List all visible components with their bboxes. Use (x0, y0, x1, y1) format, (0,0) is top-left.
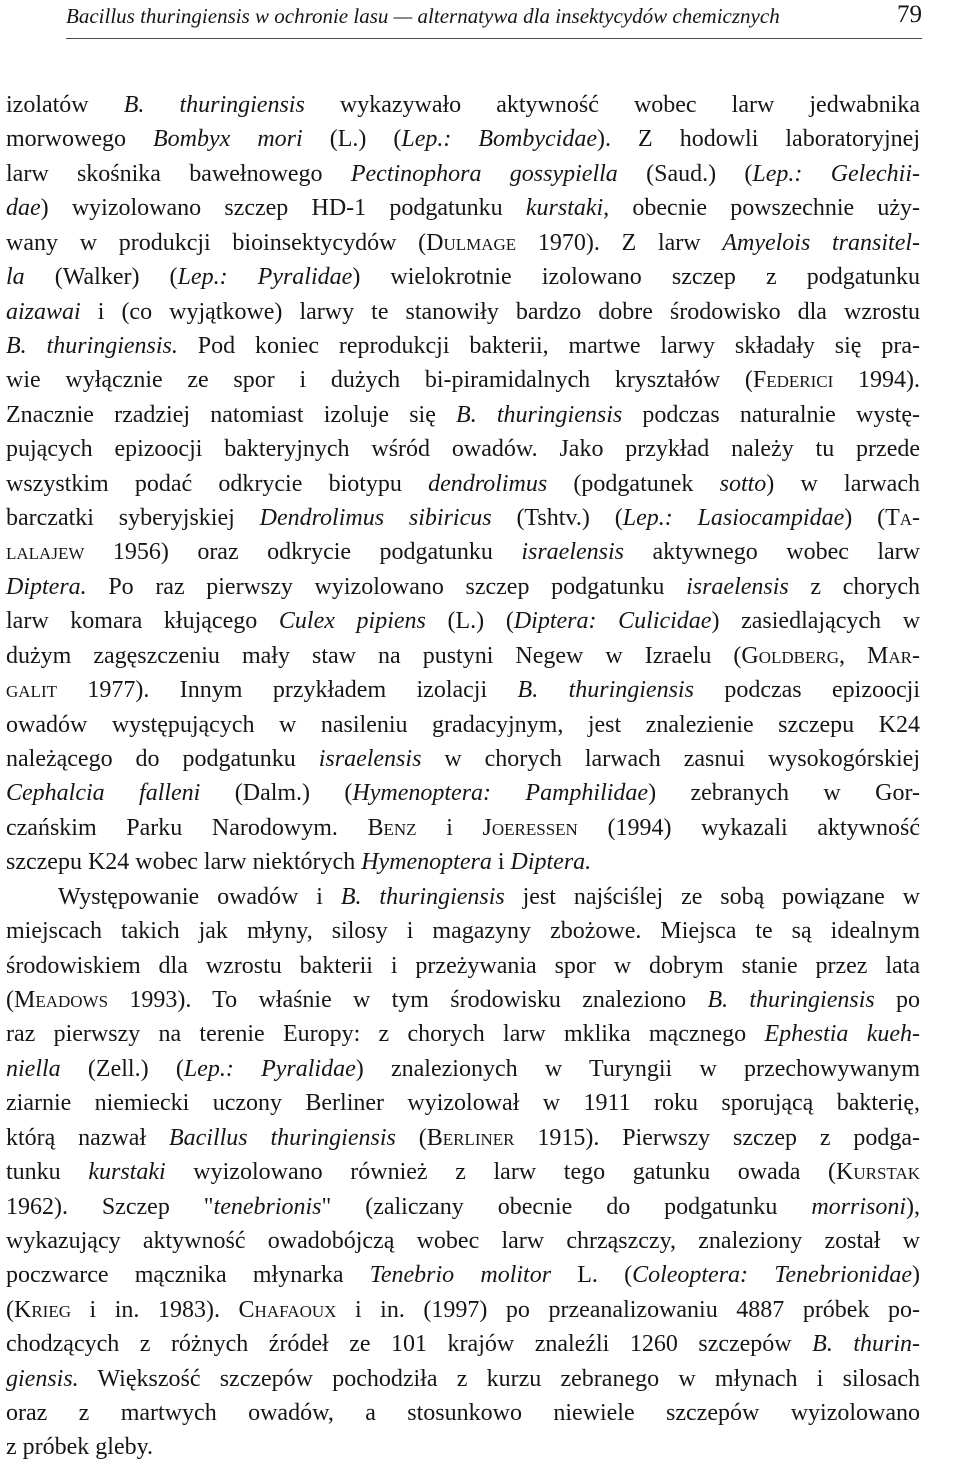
author-citation: Joeressen (482, 814, 578, 841)
text-run: Znacznie rzadziej natomiast izoluje się (6, 401, 457, 428)
text-line (6, 1362, 920, 1396)
text-line (6, 467, 920, 501)
text-run: należącego do podgatunku (6, 746, 319, 773)
text-run: chodzących z różnych źródeł ze 101 krajów znaleźli 1260 szczepów (6, 1331, 813, 1358)
text-run: (Saud.) ( (617, 160, 753, 187)
text-line (6, 639, 920, 673)
author-citation: Goldberg, Mar- (741, 642, 920, 669)
text-run: barczatki syberyjskiej (6, 505, 260, 532)
text-run: owadów występujących w nasileniu gradacyjnym, jest znalezienie szczepu K24 (6, 711, 920, 738)
text-line (6, 191, 920, 225)
text-run: (Zell.) ( (60, 1055, 184, 1082)
text-line (6, 1430, 920, 1464)
italic-term: Pectinophora gossypiella (350, 160, 618, 187)
text-run: poczwarce mącznika młynarka (6, 1262, 370, 1289)
text-run: Po raz pierwszy wyizolowano szczep podgatunku (86, 573, 687, 600)
text-line (6, 1327, 920, 1361)
italic-term: israelensis (521, 539, 624, 566)
text-run: 1970). Z larw (516, 229, 723, 256)
italic-term: Hymenoptera (361, 849, 492, 876)
text-run: raz pierwszy na terenie Europy: z chorych larw mklika mącznego (6, 1021, 765, 1048)
text-run: larw komara kłującego (6, 608, 279, 635)
author-citation: Krieg (14, 1296, 71, 1323)
italic-term: Hymenoptera: Pamphilidae (352, 780, 649, 807)
italic-term: Diptera: Culicidae (513, 608, 712, 635)
text-run: i (416, 814, 483, 841)
italic-term: la (6, 264, 25, 291)
text-line (6, 983, 920, 1017)
italic-term: Lep.: Lasiocampidae (622, 505, 845, 532)
text-run: 1962). Szczep " (6, 1193, 214, 1220)
text-run: podczas epizoocji (693, 677, 920, 704)
text-line (6, 260, 920, 294)
author-citation: Benz (367, 814, 417, 841)
text-run: 1956) oraz odkrycie podgatunku (84, 539, 522, 566)
italic-term: Diptera. (6, 573, 87, 600)
text-line (6, 1121, 920, 1155)
text-run: larw skośnika bawełnowego (6, 160, 351, 187)
text-run: (podgatunek (547, 470, 720, 497)
italic-term: Lep.: Bombycidae (401, 126, 597, 153)
text-run: oraz z martwych owadów, a stosunkowo niewiele szczepów wyizolowano (6, 1400, 920, 1427)
italic-term: tenebrionis (213, 1193, 322, 1220)
text-line (6, 845, 920, 879)
italic-term: B. thurin- (812, 1331, 920, 1358)
italic-term: B. thuringiensis (707, 986, 875, 1013)
text-run: (Dalm.) ( (200, 780, 353, 807)
italic-term: morrisoni (811, 1193, 906, 1220)
text-line (6, 1052, 920, 1086)
text-line (6, 1396, 920, 1430)
text-run: ) wyizolowano szczep HD-1 podgatunku (40, 195, 526, 222)
text-run: 1994). (833, 367, 920, 394)
text-run: Pod koniec reprodukcji bakterii, martwe larwy składały się pra- (177, 332, 920, 359)
text-run: Większość szczepów pochodziła z kurzu zebranego w młynach i silosach (78, 1365, 920, 1392)
text-line (6, 811, 920, 845)
author-citation: Dulmage (426, 229, 517, 256)
text-run: wany w produkcji bioinsektycydów ( (6, 229, 427, 256)
page-number: 79 (897, 1, 922, 28)
text-run: (1994) wykazali aktywność (577, 814, 920, 841)
italic-term: kurstaki, (525, 195, 610, 222)
text-line (6, 432, 920, 466)
italic-term: israelensis (318, 746, 422, 773)
text-run: ) (912, 1262, 921, 1289)
text-line (6, 570, 920, 604)
italic-term: Ephestia kueh- (764, 1021, 920, 1048)
text-run: " (zaliczany obecnie do podgatunku (321, 1193, 812, 1220)
text-line (6, 157, 920, 191)
text-line (6, 398, 920, 432)
text-run: środowiskiem dla wzrostu bakterii i przeżywania spor w dobrym stanie przez lata (6, 952, 920, 979)
text-run: wie wyłącznie ze spor i dużych bi-piramidalnych kryształów ( (6, 367, 753, 394)
text-run: podczas naturalnie wystę- (622, 401, 920, 428)
text-run: (Tshtv.) ( (491, 505, 623, 532)
italic-term: israelensis (686, 573, 789, 600)
italic-term: Lep.: Pyralidae (177, 264, 353, 291)
text-line (6, 363, 920, 397)
text-line (6, 604, 920, 638)
italic-term: Bacillus thuringiensis (168, 1124, 396, 1151)
italic-term: Coleoptera: Tenebrionidae (632, 1262, 913, 1289)
text-run: miejscach takich jak młyny, silosy i magazyny zbożowe. Miejsca te są idealnym (6, 918, 920, 945)
text-run: ), (906, 1193, 920, 1220)
text-run: ) wielokrotnie izolowano szczep z podgatunku (352, 264, 921, 291)
text-run: i in. 1983). (71, 1296, 239, 1323)
italic-term: dae (6, 195, 41, 222)
text-run: obecnie powszechnie uży- (609, 195, 920, 222)
text-run: z chorych (788, 573, 920, 600)
italic-term: Lep.: Pyralidae (183, 1055, 356, 1082)
text-run: 1977). Innym przykładem izolacji (56, 677, 518, 704)
text-run: i (491, 849, 511, 876)
text-line (6, 1224, 920, 1258)
italic-term: Tenebrio molitor (369, 1262, 552, 1289)
text-run: szczepu K24 wobec larw niektórych (6, 849, 362, 876)
text-run: ( (6, 986, 14, 1013)
text-run: ziarnie niemiecki uczony Berliner wyizolował w 1911 roku sporującą bakterię, (6, 1090, 920, 1117)
text-run: wykazujący aktywność owadobójczą wobec larw chrząszczy, znaleziony został w (6, 1227, 920, 1254)
text-run: po (874, 986, 921, 1013)
text-run: z próbek gleby. (6, 1434, 154, 1461)
text-line (6, 914, 920, 948)
text-run: i in. (1997) po przeanalizowaniu 4887 próbek po- (336, 1296, 921, 1323)
text-run: Występowanie owadów i (58, 883, 341, 910)
text-run: 1915). Pierwszy szczep z podga- (514, 1124, 920, 1151)
text-run: (L.) ( (302, 126, 402, 153)
text-line (6, 949, 920, 983)
author-citation: Berliner (426, 1124, 515, 1151)
text-line (6, 1017, 920, 1051)
author-citation: Chafaoux (238, 1296, 337, 1323)
italic-term: Amyelois transitel- (722, 229, 921, 256)
text-run: w chorych larwach zasnui wysokogórskiej (421, 746, 920, 773)
text-run: jest najściślej ze sobą powiązane w (504, 883, 920, 910)
italic-term: Culex pipiens (278, 608, 426, 635)
text-run: wyizolowano również z larw tego gatunku owada ( (165, 1159, 837, 1186)
text-line (6, 708, 920, 742)
italic-term: giensis. (6, 1365, 79, 1392)
text-run: dużym zagęszczeniu mały staw na pustyni Negew w Izraelu ( (6, 642, 742, 669)
italic-term: Dendrolimus sibiricus (259, 505, 492, 532)
text-run: morwowego (6, 126, 153, 153)
text-run: 1993). To właśnie w tym środowisku znaleziono (108, 986, 708, 1013)
text-line (6, 122, 920, 156)
italic-term: B. thuringiensis (456, 401, 623, 428)
running-title: Bacillus thuringiensis w ochronie lasu — alternatywa dla insektycydów chemicznych (66, 4, 780, 28)
text-line (6, 1155, 920, 1189)
italic-term: niella (6, 1055, 61, 1082)
text-run: izolatów (6, 92, 124, 118)
text-line (6, 1258, 920, 1292)
text-line (6, 295, 920, 329)
text-run: czańskim Parku Narodowym. (6, 814, 368, 841)
text-run: ( (6, 1296, 14, 1323)
italic-term: Cephalcia falleni (6, 780, 201, 807)
text-run: ) w larwach (766, 470, 920, 497)
text-line (6, 880, 920, 914)
text-run: ) znalezionych w Turyngii w przechowywanym (355, 1055, 920, 1082)
italic-term: Bombyx mori (153, 126, 303, 153)
italic-term: dendrolimus (428, 470, 548, 497)
italic-term: kurstaki (88, 1159, 166, 1186)
text-line (6, 535, 920, 569)
text-run: L. ( (551, 1262, 633, 1289)
text-run: wszystkim podać odkrycie biotypu (6, 470, 429, 497)
text-line (6, 1086, 920, 1120)
text-run: tunku (6, 1159, 89, 1186)
author-citation: Kurstak (836, 1159, 921, 1186)
text-line (6, 742, 920, 776)
text-run: ) zasiedlających w (711, 608, 921, 635)
text-run: ) ( (844, 505, 886, 532)
text-run: ) zebranych w Gor- (648, 780, 920, 807)
text-run: aktywnego wobec larw (623, 539, 920, 566)
text-run: wykazywało aktywność wobec larw jedwabnika (304, 92, 920, 118)
header-rule (66, 38, 922, 39)
italic-term: sotto (719, 470, 767, 497)
italic-term: B. thuringiensis. (6, 332, 178, 359)
author-citation: Federici (752, 367, 834, 394)
body-text (6, 88, 920, 1465)
italic-term: B. thuringiensis (340, 883, 505, 910)
author-citation: Meadows (14, 986, 109, 1013)
text-line (6, 88, 920, 122)
running-header (66, 2, 922, 38)
text-line (6, 1190, 920, 1224)
text-run: i (co wyjątkowe) larwy te stanowiły bardzo dobre środowisko dla wzrostu (80, 298, 920, 325)
author-citation: lalajew (6, 539, 85, 566)
text-line (6, 226, 920, 260)
italic-term: Lep.: Gelechii- (752, 160, 920, 187)
text-run: (L.) ( (425, 608, 514, 635)
text-line (6, 776, 920, 810)
text-line (6, 501, 920, 535)
italic-term: B. thuringiensis (517, 677, 694, 704)
text-run: ). Z hodowli laboratoryjnej (597, 126, 921, 153)
text-line (6, 329, 920, 363)
text-line (6, 673, 920, 707)
text-run: pujących epizoocji bakteryjnych wśród owadów. Jako przykład należy tu przede (6, 436, 920, 463)
text-run: ( (395, 1124, 427, 1151)
italic-term: aizawai (6, 298, 81, 325)
italic-term: Diptera. (510, 849, 592, 876)
author-citation: Ta- (885, 505, 921, 532)
author-citation: galit (6, 677, 57, 704)
text-line (6, 1293, 920, 1327)
text-run: którą nazwał (6, 1124, 169, 1151)
italic-term: B. thuringiensis (123, 92, 305, 118)
text-run: (Walker) ( (24, 264, 178, 291)
